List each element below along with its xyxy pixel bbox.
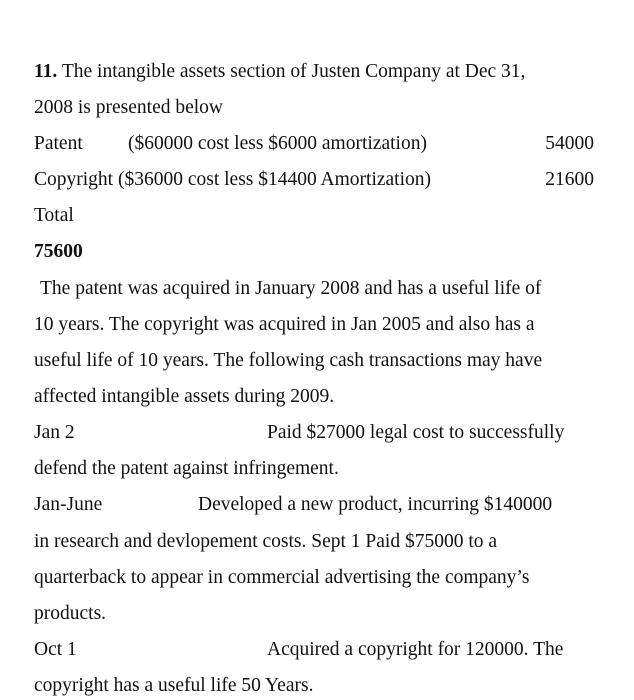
- transaction3-date: Oct 1: [34, 639, 77, 660]
- question-number: 11.: [34, 61, 58, 82]
- transaction1-date: Jan 2: [34, 422, 75, 443]
- copyright-description: ($36000 cost less $14400 Amortization): [117, 169, 432, 190]
- total-label: Total: [34, 205, 74, 226]
- patent-label: Patent: [34, 133, 83, 154]
- patent-amount: 54000: [545, 133, 594, 154]
- transaction2-text-d: products.: [34, 603, 107, 624]
- transaction1-text-a: Paid $27000 legal cost to successfully: [267, 422, 565, 443]
- total-amount: 75600: [34, 241, 83, 262]
- transaction3-text-b: copyright has a useful life 50 Years.: [34, 675, 314, 696]
- question-intro-text: The intangible assets section of Justen Company at Dec 31,: [61, 61, 526, 82]
- transaction1-text-b: defend the patent against infringement.: [34, 458, 339, 479]
- copyright-amount: 21600: [545, 169, 594, 190]
- question-intro-line2: 2008 is presented below: [34, 97, 224, 118]
- paragraph-line2: 10 years. The copyright was acquired in Jan 2005 and also has a: [34, 314, 535, 335]
- paragraph-line1: The patent was acquired in January 2008 and has a useful life of: [40, 278, 542, 299]
- transaction3-text-a: Acquired a copyright for 120000. The: [267, 639, 564, 660]
- patent-description: ($60000 cost less $6000 amortization): [128, 133, 427, 154]
- transaction2-text-a: Developed a new product, incurring $140000: [198, 494, 553, 515]
- transaction2-date: Jan-June: [34, 494, 103, 515]
- question-intro-line1: [34, 60, 525, 84]
- paragraph-line3: useful life of 10 years. The following cash transactions may have: [34, 350, 543, 371]
- transaction2-text-b: in research and devlopement costs. Sept 1 Paid $75000 to a: [34, 531, 498, 552]
- transaction2-text-c: quarterback to appear in commercial advertising the company’s: [34, 567, 530, 588]
- copyright-label: Copyright: [34, 169, 114, 190]
- paragraph-line4: affected intangible assets during 2009.: [34, 386, 335, 407]
- copyright-row: [34, 168, 431, 192]
